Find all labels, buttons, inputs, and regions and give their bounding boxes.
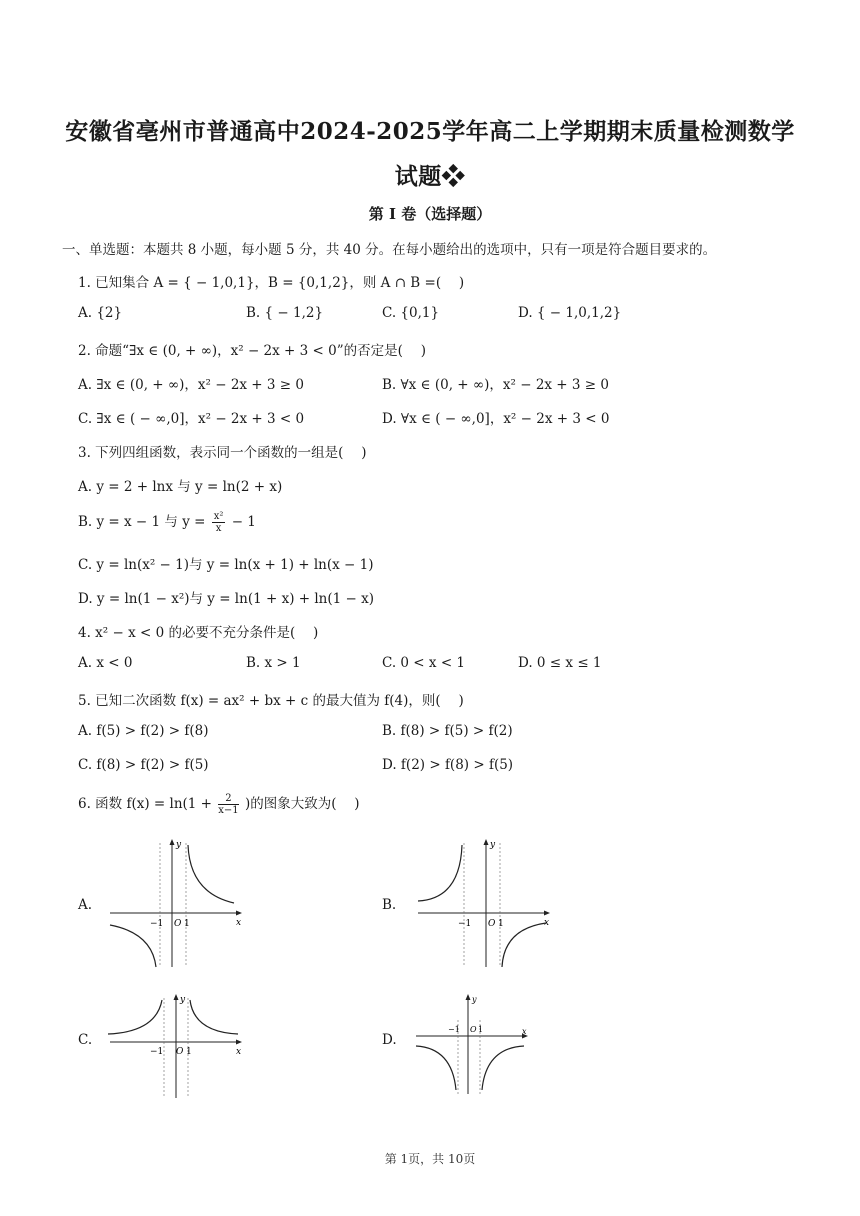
curve-branch-left [110,925,156,967]
question-1-stem: 1. 已知集合 A = { − 1,0,1}，B = {0,1,2}，则 A ∩ B =( ) [78,275,465,291]
x-axis-label: x [236,918,242,928]
instructions: 一、单选题：本题共 8 小题，每小题 5 分，共 40 分。在每小题给出的选项中，只有一项是符合题目要求的。 [62,242,717,258]
x-axis-label: x [522,1027,527,1036]
q4-option-c[interactable]: C. 0 < x < 1 [382,655,466,671]
question-4-stem: 4. x² − x < 0 的必要不充分条件是( ) [78,625,319,641]
page-title: 安徽省亳州市普通高中2024-2025学年高二上学期期末质量检测数学 [65,118,795,145]
q6-option-a[interactable]: A. [78,897,93,913]
q6-option-d[interactable]: D. [382,1032,397,1048]
section-title: 第 I 卷（选择题） [368,205,492,223]
q4-option-b[interactable]: B. x > 1 [246,655,301,671]
fraction-numerator: x² [213,511,224,522]
q6-graph-c[interactable] [100,990,250,1100]
page-footer: 第 1页，共 10页 [384,1152,476,1166]
y-axis-label: y [490,840,496,850]
tick-label-one: 1 [478,1025,484,1034]
fraction-denominator: x [215,523,222,534]
tick-label-neg-one: −1 [150,1047,164,1057]
y-axis-label: y [472,995,477,1004]
fraction-numerator: 2 [218,793,238,805]
q3-option-b-text: B. y = x − 1 与 y = [78,514,206,530]
q1-option-a[interactable]: A. {2} [78,305,123,321]
x-axis-arrow [236,911,242,916]
tick-label-one: 1 [184,919,190,929]
q3-option-b[interactable] [78,510,256,534]
y-axis-arrow [170,839,175,845]
q1-option-c[interactable]: C. {0,1} [382,305,440,321]
page-title-continued: 试题❖ [394,163,466,190]
q6-graph-b[interactable] [408,835,558,970]
q1-option-d[interactable]: D. { − 1,0,1,2} [518,305,622,321]
y-axis-arrow [174,994,179,1000]
q5-option-b[interactable]: B. f(8) > f(5) > f(2) [382,723,513,739]
tick-label-one: 1 [498,919,504,929]
x-axis-arrow [236,1040,242,1045]
curve-branch-left [416,1046,456,1090]
fraction-denominator: x−1 [218,805,239,816]
q3-option-b-tail: − 1 [231,514,256,530]
q2-option-c[interactable]: C. ∃x ∈ ( − ∞,0]，x² − 2x + 3 < 0 [78,411,305,427]
q2-option-b[interactable]: B. ∀x ∈ (0, + ∞)，x² − 2x + 3 ≥ 0 [382,377,609,393]
q6-fraction [218,793,238,816]
curve-branch-right [482,1046,524,1090]
tick-label-neg-one: −1 [150,919,164,929]
origin-label: O [470,1025,477,1034]
curve-branch-right [188,845,234,903]
origin-label: O [488,919,496,929]
q3-option-b-fraction [212,511,226,534]
q3-option-a[interactable]: A. y = 2 + lnx 与 y = ln(2 + x) [78,479,283,495]
origin-label: O [176,1047,184,1057]
q5-option-d[interactable]: D. f(2) > f(8) > f(5) [382,757,514,773]
tick-label-neg-one: −1 [448,1025,460,1034]
q5-option-a[interactable]: A. f(5) > f(2) > f(8) [78,723,209,739]
question-6-stem [78,792,360,816]
q4-option-a[interactable]: A. x < 0 [78,655,133,671]
q1-option-b[interactable]: B. { − 1,2} [246,305,324,321]
q2-option-d[interactable]: D. ∀x ∈ ( − ∞,0]，x² − 2x + 3 < 0 [382,411,610,427]
q6-option-c[interactable]: C. [78,1032,93,1048]
y-axis-label: y [180,995,186,1005]
q5-option-c[interactable]: C. f(8) > f(2) > f(5) [78,757,209,773]
question-2-stem: 2. 命题“∃x ∈ (0, + ∞)，x² − 2x + 3 < 0”的否定是( ) [78,343,426,359]
q6-stem-pre: 6. 函数 f(x) = ln(1 + [78,796,212,812]
question-5-stem: 5. 已知二次函数 f(x) = ax² + bx + c 的最大值为 f(4)，则( ) [78,693,464,709]
curve-branch-right [190,1000,238,1034]
y-axis-arrow [466,994,471,1000]
x-axis-arrow [544,911,550,916]
curve-branch-right [502,923,546,967]
q4-option-d[interactable]: D. 0 ≤ x ≤ 1 [518,655,602,671]
x-axis-label: x [236,1047,242,1057]
y-axis-arrow [484,839,489,845]
tick-label-neg-one: −1 [458,919,472,929]
q6-stem-post: )的图象大致为( ) [244,796,360,812]
curve-branch-left [108,1000,162,1034]
q6-graph-a[interactable] [100,835,250,970]
q6-graph-d[interactable] [408,990,538,1100]
q3-option-d[interactable]: D. y = ln(1 − x²)与 y = ln(1 + x) + ln(1 − x) [78,591,374,607]
y-axis-label: y [176,840,182,850]
question-3-stem: 3. 下列四组函数，表示同一个函数的一组是( ) [78,445,367,461]
x-axis-label: x [544,918,550,928]
q6-option-b[interactable]: B. [382,897,397,913]
q3-option-c[interactable]: C. y = ln(x² − 1)与 y = ln(x + 1) + ln(x − 1) [78,557,374,573]
origin-label: O [174,919,182,929]
curve-branch-left [418,845,462,901]
tick-label-one: 1 [186,1047,192,1057]
q2-option-a[interactable]: A. ∃x ∈ (0, + ∞)，x² − 2x + 3 ≥ 0 [78,377,304,393]
